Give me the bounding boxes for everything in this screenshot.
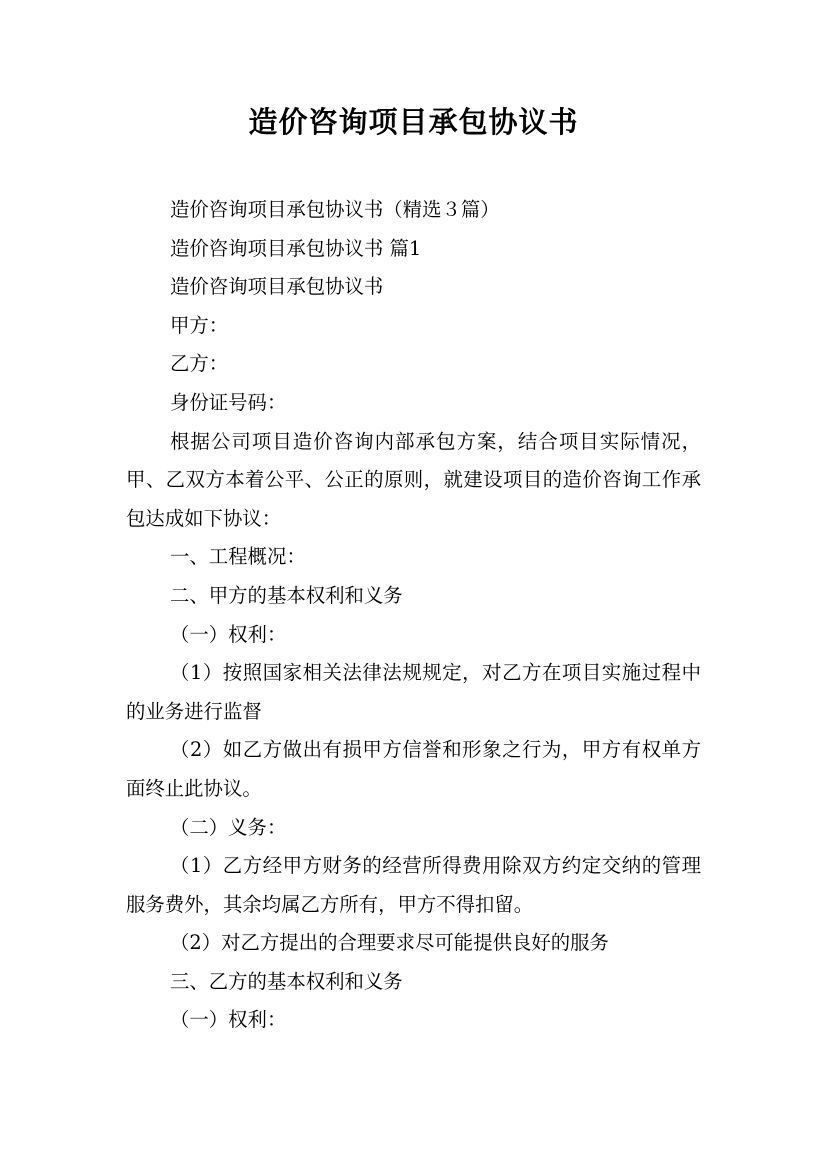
document-body xyxy=(126,191,701,1040)
paragraph-article-number: 造价咨询项目承包协议书 篇1 xyxy=(170,236,422,260)
paragraph-selection-heading: 造价咨询项目承包协议书（精选３篇） xyxy=(170,198,500,221)
paragraph-party-a: 甲方： xyxy=(170,313,229,337)
paragraph-agreement-title: 造价咨询项目承包协议书 xyxy=(170,275,384,299)
document-title: 造价咨询项目承包协议书 xyxy=(248,105,579,139)
paragraph-intro: 根据公司项目造价咨询内部承包方案，结合项目实际情况，甲、乙双方本着公平、公正的原则，就建设项目的造价咨询工作承包达成如下协议： xyxy=(126,429,701,530)
paragraph-id-number: 身份证号码： xyxy=(170,390,287,414)
paragraph-obligation-one: （1）乙方经甲方财务的经营所得费用除双方约定交纳的管理服务费外，其余均属乙方所有，甲方不得扣留。 xyxy=(126,854,701,916)
paragraph-rights-heading: （一）权利： xyxy=(170,622,287,646)
paragraph-party-b: 乙方： xyxy=(170,352,229,376)
paragraph-section-one: 一、工程概况： xyxy=(170,545,306,569)
paragraph-obligations-heading: （二）义务： xyxy=(170,815,287,839)
paragraph-rights-heading-b: （一）权利： xyxy=(170,1008,287,1032)
paragraph-section-two: 二、甲方的基本权利和义务 xyxy=(170,583,403,607)
paragraph-obligation-two: （2）对乙方提出的合理要求尽可能提供良好的服务 xyxy=(170,931,609,955)
paragraph-right-two: （2）如乙方做出有损甲方信誉和形象之行为，甲方有权单方面终止此协议。 xyxy=(126,738,701,800)
paragraph-section-three: 三、乙方的基本权利和义务 xyxy=(170,969,403,993)
paragraph-right-one: （1）按照国家相关法律法规规定，对乙方在项目实施过程中的业务进行监督 xyxy=(126,661,701,723)
